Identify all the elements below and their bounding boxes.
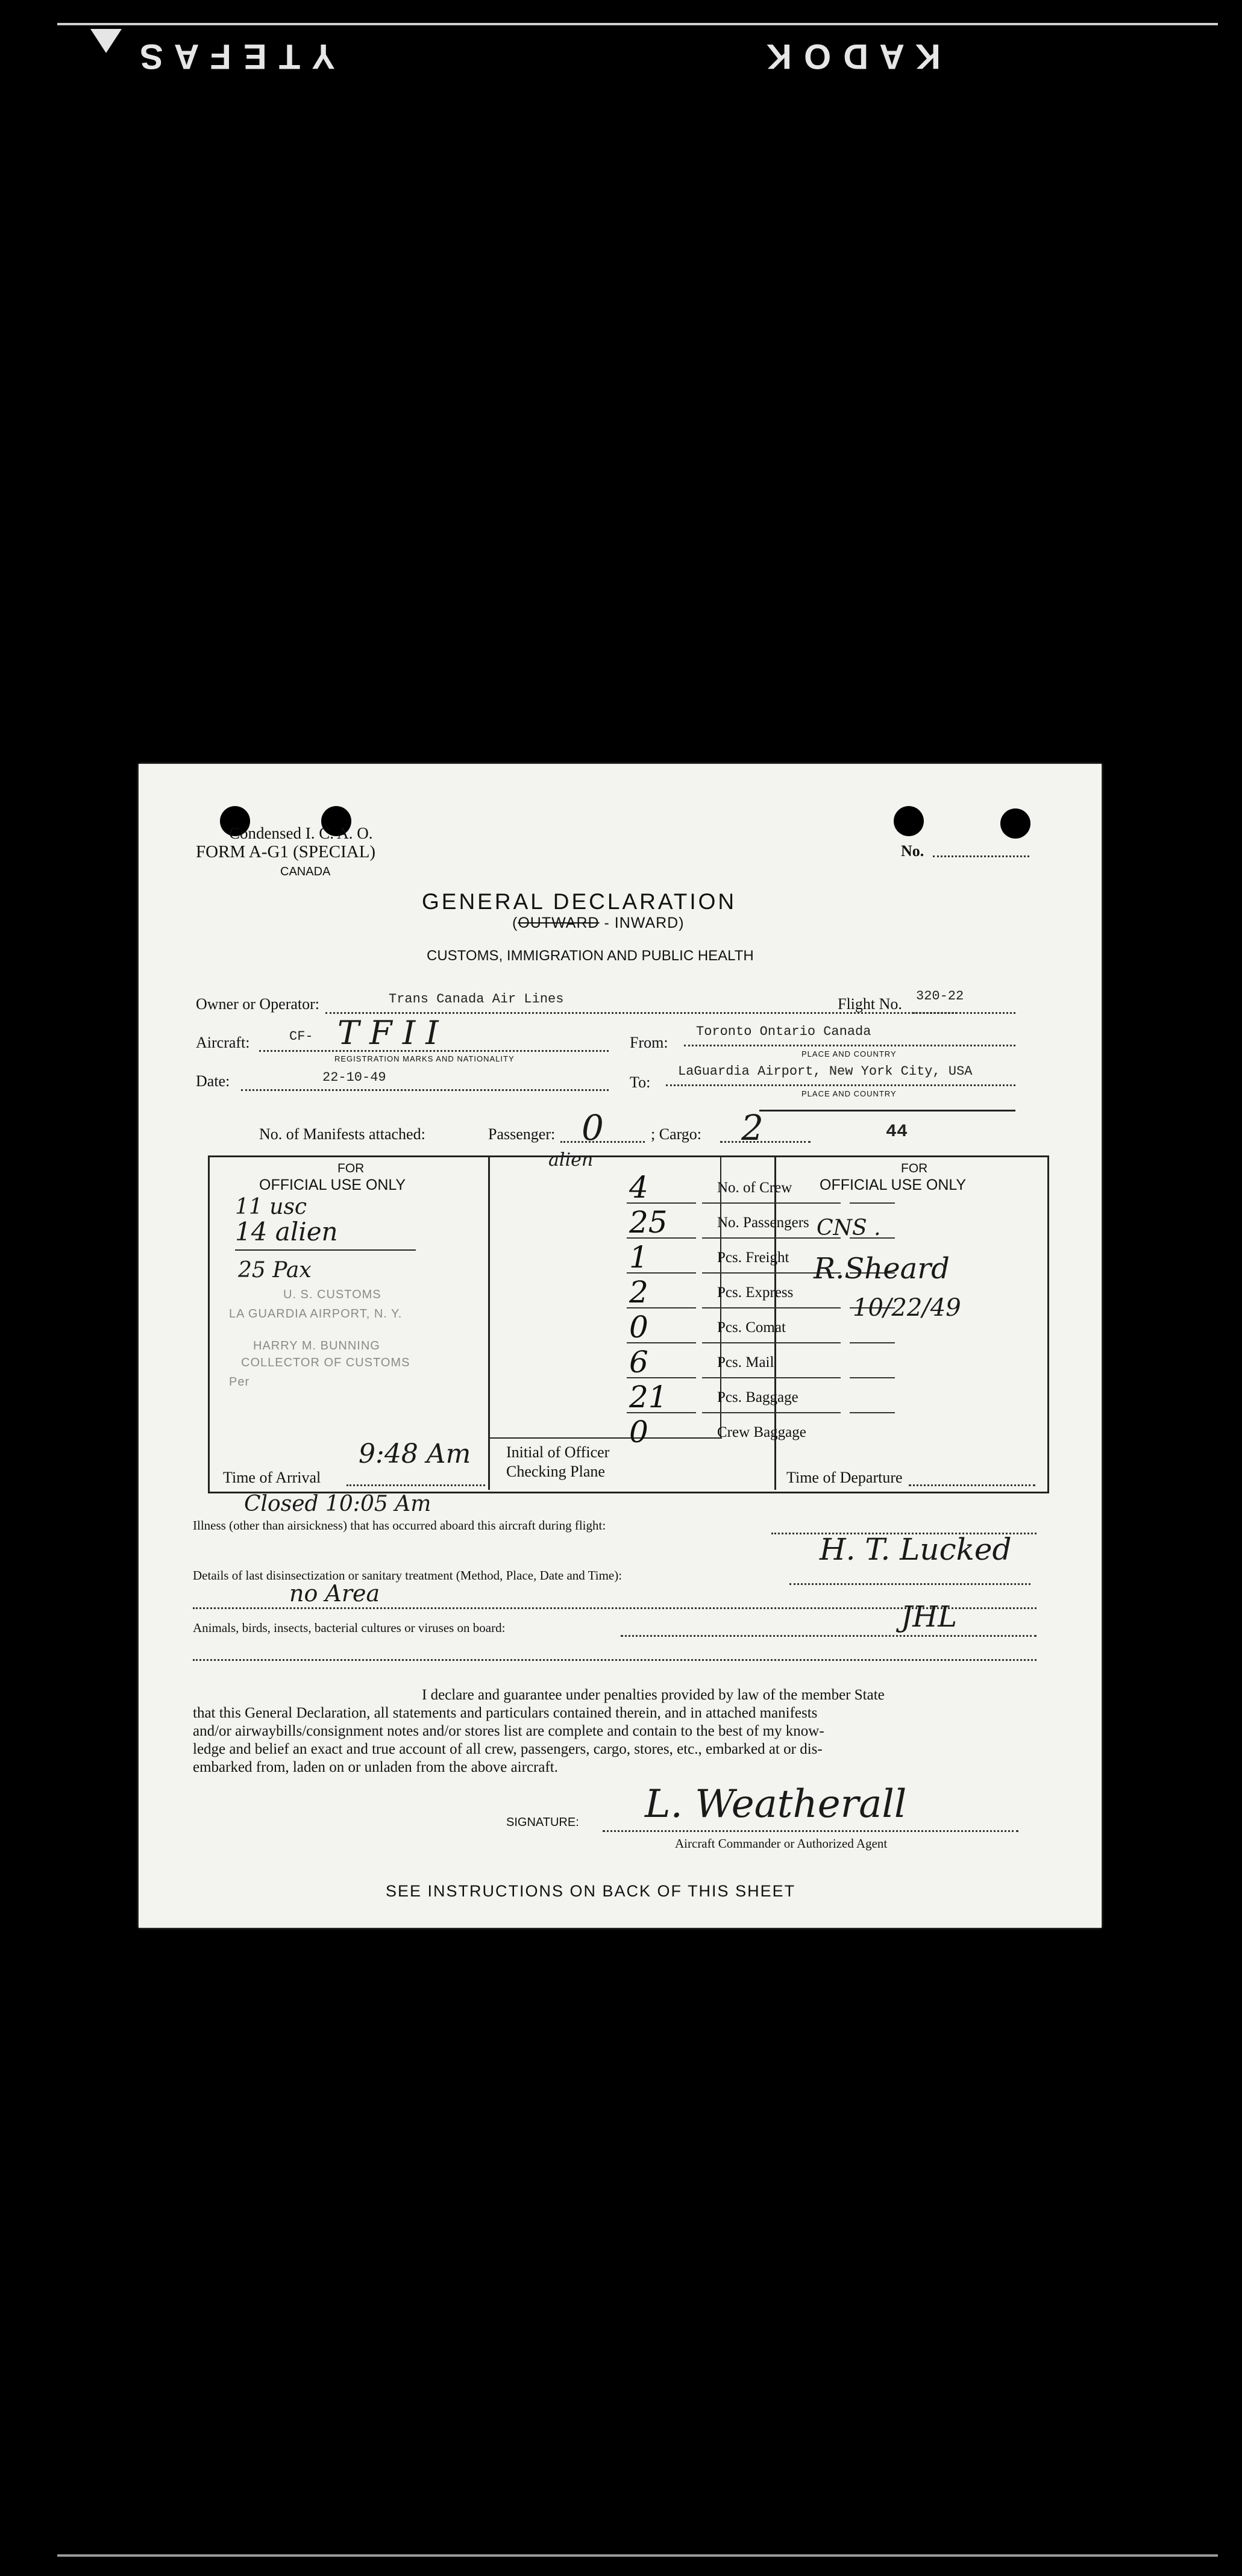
customs-stamp-line-2: LA GUARDIA AIRPORT, N. Y. bbox=[229, 1307, 403, 1321]
to-label: To: bbox=[630, 1074, 651, 1091]
express-label: Pcs. Express bbox=[717, 1284, 794, 1301]
initial-officer-label: Initial of Officer bbox=[506, 1443, 610, 1461]
condensed-label: Condensed I. C. A. O. bbox=[229, 824, 373, 842]
side-number: 44 bbox=[886, 1122, 908, 1142]
to-line bbox=[666, 1084, 1015, 1086]
passenger-label: Passenger: bbox=[488, 1125, 556, 1143]
customs-stamp-line-1: U. S. CUSTOMS bbox=[283, 1288, 381, 1301]
punch-hole-4 bbox=[1000, 808, 1030, 839]
left-note-usc: 11 usc bbox=[235, 1195, 307, 1219]
to-value: LaGuardia Airport, New York City, USA bbox=[678, 1064, 973, 1079]
signature-caption: Aircraft Commander or Authorized Agent bbox=[675, 1836, 888, 1851]
initials-note: JHL bbox=[901, 1600, 957, 1634]
checking-plane-label: Checking Plane bbox=[506, 1463, 605, 1480]
declaration-line-2: that this General Declaration, all statements and particulars contained therein, and in attached manifests bbox=[193, 1705, 818, 1721]
from-value: Toronto Ontario Canada bbox=[696, 1024, 871, 1039]
illness-label: Illness (other than airsickness) that has occurred aboard this aircraft during flight: bbox=[193, 1518, 606, 1533]
left-note-pax: 25 Pax bbox=[238, 1258, 312, 1283]
date-label: Date: bbox=[196, 1072, 230, 1090]
declaration-line-3: and/or airwaybills/consignment notes and/or stores list are complete and contain to the best of my know- bbox=[193, 1723, 824, 1739]
crew-baggage-count: 0 bbox=[629, 1415, 648, 1449]
instructions-footer: SEE INSTRUCTIONS ON BACK OF THIS SHEET bbox=[386, 1882, 796, 1900]
passengers-count: 25 bbox=[629, 1205, 668, 1240]
arrival-line bbox=[347, 1484, 485, 1486]
form-direction: (OUTWARD - INWARD) bbox=[512, 914, 685, 931]
cargo-label: ; Cargo: bbox=[651, 1125, 702, 1143]
aircraft-prefix: CF- bbox=[289, 1029, 313, 1044]
film-edge-bottom bbox=[57, 2554, 1218, 2557]
date-value: 22-10-49 bbox=[322, 1070, 386, 1085]
arrival-value: 9:48 Am bbox=[359, 1439, 471, 1469]
film-edge-letters-right: K A D O K bbox=[765, 37, 941, 76]
signature-line bbox=[603, 1830, 1018, 1832]
passenger-value: 0 bbox=[582, 1107, 604, 1148]
left-note-alien: 14 alien bbox=[235, 1217, 338, 1246]
to-place-caption: PLACE AND COUNTRY bbox=[801, 1089, 897, 1098]
freight-label: Pcs. Freight bbox=[717, 1249, 789, 1266]
form-subtitle: CUSTOMS, IMMIGRATION AND PUBLIC HEALTH bbox=[427, 948, 754, 964]
alien-note: alien bbox=[548, 1149, 594, 1171]
comat-count: 0 bbox=[629, 1310, 648, 1345]
departure-label: Time of Departure bbox=[786, 1469, 903, 1486]
departure-line bbox=[909, 1484, 1035, 1486]
customs-stamp-line-3: HARRY M. BUNNING bbox=[253, 1339, 380, 1352]
left-box-header-2: OFFICIAL USE ONLY bbox=[259, 1177, 406, 1193]
aircraft-line bbox=[259, 1050, 609, 1052]
date-line bbox=[241, 1089, 609, 1091]
form-id: FORM A-G1 (SPECIAL) bbox=[196, 842, 376, 861]
outward-label: OUTWARD bbox=[518, 914, 600, 931]
cargo-value: 2 bbox=[741, 1107, 764, 1148]
express-count: 2 bbox=[629, 1275, 648, 1310]
flight-label: Flight No. bbox=[838, 995, 902, 1013]
right-box-header-2: OFFICIAL USE ONLY bbox=[820, 1177, 967, 1193]
animals-label: Animals, birds, insects, bacterial cultures or viruses on board: bbox=[193, 1621, 506, 1635]
punch-hole-3 bbox=[894, 806, 924, 836]
aircraft-label: Aircraft: bbox=[196, 1034, 250, 1051]
declaration-line-4: ledge and belief an exact and true account of all crew, passengers, cargo, stores, etc., embarked at or dis- bbox=[193, 1741, 823, 1757]
form-number-label: No. bbox=[901, 842, 924, 860]
left-box-header-1: FOR bbox=[337, 1161, 365, 1175]
baggage-label: Pcs. Baggage bbox=[717, 1389, 798, 1405]
baggage-count: 21 bbox=[629, 1380, 668, 1415]
crew-label: No. of Crew bbox=[717, 1180, 792, 1196]
commander-signature: L. Weatherall bbox=[645, 1782, 907, 1827]
owner-label: Owner or Operator: bbox=[196, 995, 320, 1013]
mail-label: Pcs. Mail bbox=[717, 1354, 774, 1371]
disinsection-signature: H. T. Lucked bbox=[820, 1532, 1012, 1567]
registration-caption: REGISTRATION MARKS AND NATIONALITY bbox=[334, 1054, 515, 1063]
freight-count: 1 bbox=[629, 1240, 648, 1275]
right-signature: R.Sheard bbox=[814, 1252, 950, 1286]
row-baggage bbox=[627, 1380, 922, 1415]
left-note-rule bbox=[235, 1249, 416, 1251]
passenger-line bbox=[560, 1141, 645, 1143]
inward-label: INWARD bbox=[614, 914, 679, 931]
declaration-line-1: I declare and guarantee under penalties provided by law of the member State bbox=[422, 1687, 885, 1703]
left-divider bbox=[488, 1155, 490, 1490]
animals-extra-line bbox=[193, 1659, 1037, 1661]
row-mail bbox=[627, 1345, 922, 1380]
customs-stamp-line-5: Per bbox=[229, 1375, 250, 1389]
from-place-caption: PLACE AND COUNTRY bbox=[801, 1049, 897, 1058]
form-title: GENERAL DECLARATION bbox=[422, 889, 737, 914]
crew-count: 4 bbox=[629, 1170, 648, 1205]
flight-line bbox=[913, 1012, 1015, 1014]
from-line bbox=[684, 1045, 1015, 1046]
flight-value: 320-22 bbox=[916, 989, 964, 1004]
form-number-line bbox=[933, 855, 1029, 857]
right-box-header-1: FOR bbox=[901, 1161, 928, 1175]
film-edge-top bbox=[57, 23, 1218, 25]
disinsection-label: Details of last disinsectization or sanitary treatment (Method, Place, Date and Time): bbox=[193, 1568, 623, 1583]
row-crew-baggage bbox=[627, 1415, 922, 1449]
comat-label: Pcs. Comat bbox=[717, 1319, 786, 1336]
mail-count: 6 bbox=[629, 1345, 648, 1380]
signature-label: SIGNATURE: bbox=[506, 1816, 579, 1829]
owner-value: Trans Canada Air Lines bbox=[389, 992, 564, 1007]
film-edge-letters-left: Y T E F A S bbox=[139, 37, 336, 76]
form-country: CANADA bbox=[280, 865, 331, 878]
header-rule bbox=[759, 1110, 1015, 1111]
closed-note: Closed 10:05 Am bbox=[244, 1492, 431, 1516]
customs-stamp-line-4: COLLECTOR OF CUSTOMS bbox=[241, 1356, 410, 1369]
arrival-label: Time of Arrival bbox=[223, 1469, 321, 1486]
animals-line bbox=[621, 1635, 1037, 1637]
general-declaration-page bbox=[139, 764, 1102, 1928]
from-label: From: bbox=[630, 1034, 668, 1051]
disinsection-line bbox=[789, 1583, 1030, 1585]
passengers-label: No. Passengers bbox=[717, 1215, 809, 1231]
no-area-note: no Area bbox=[289, 1580, 380, 1607]
crew-baggage-label: Crew Baggage bbox=[717, 1424, 806, 1440]
declaration-line-5: embarked from, laden on or unladen from the above aircraft. bbox=[193, 1759, 558, 1775]
right-note-cns: CNS . bbox=[817, 1216, 881, 1240]
aircraft-value: T F I I bbox=[337, 1014, 439, 1052]
triangle-mark-icon bbox=[90, 29, 122, 53]
right-date-note: 10/22/49 bbox=[853, 1294, 961, 1322]
manifests-label: No. of Manifests attached: bbox=[259, 1125, 425, 1143]
cargo-line bbox=[720, 1141, 811, 1143]
